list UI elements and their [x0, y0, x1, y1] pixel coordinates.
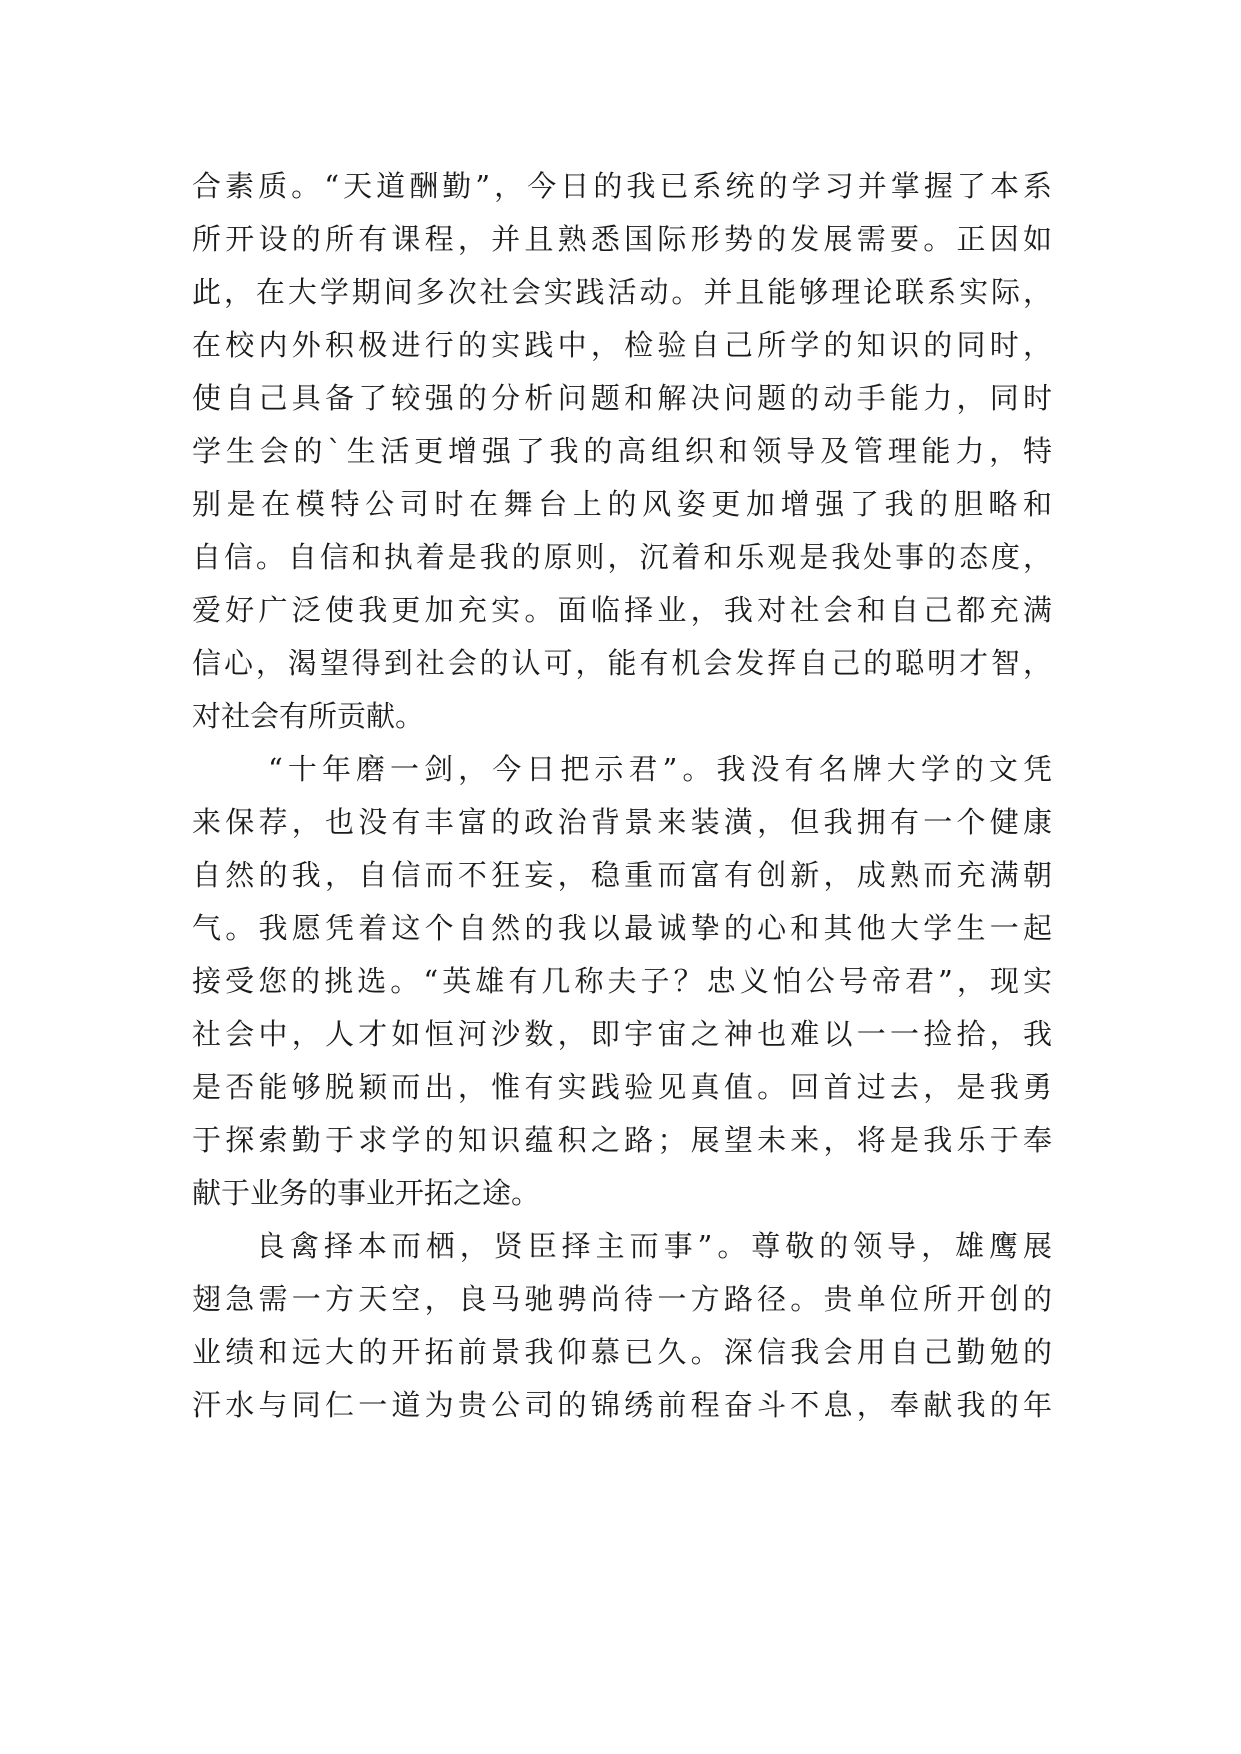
text-line: 良禽择本而栖，贤臣择主而事”。尊敬的领导，雄鹰展 [256, 1229, 1052, 1263]
text-line: 信心，渴望得到社会的认可，能有机会发挥自己的聪明才智， [192, 646, 1052, 680]
text-line: 在校内外积极进行的实践中，检验自己所学的知识的同时， [192, 328, 1052, 362]
text-line: 汗水与同仁一道为贵公司的锦绣前程奋斗不息，奉献我的年 [192, 1388, 1052, 1422]
text-line: 对社会有所贡献。 [192, 699, 425, 733]
text-line: 是否能够脱颖而出，惟有实践验见真值。回首过去，是我勇 [192, 1070, 1052, 1104]
text-line: 学生会的`生活更增强了我的高组织和领导及管理能力，特 [192, 434, 1052, 468]
text-line: “十年磨一剑，今日把示君”。我没有名牌大学的文凭 [268, 752, 1052, 786]
text-line: 社会中，人才如恒河沙数，即宇宙之神也难以一一捡拾，我 [192, 1017, 1052, 1051]
text-line: 气。我愿凭着这个自然的我以最诚挚的心和其他大学生一起 [192, 911, 1052, 945]
text-line: 于探索勤于求学的知识蕴积之路；展望未来，将是我乐于奉 [192, 1123, 1052, 1157]
text-line: 此，在大学期间多次社会实践活动。并且能够理论联系实际， [192, 275, 1052, 309]
text-line: 所开设的所有课程，并且熟悉国际形势的发展需要。正因如 [192, 222, 1052, 256]
body-text [192, 160, 1052, 1432]
text-line: 接受您的挑选。“英雄有几称夫子？忠义怕公号帝君”，现实 [192, 964, 1052, 998]
text-line: 业绩和远大的开拓前景我仰慕已久。深信我会用自己勤勉的 [192, 1335, 1052, 1369]
text-line: 爱好广泛使我更加充实。面临择业，我对社会和自己都充满 [192, 593, 1052, 627]
text-line: 翅急需一方天空，良马驰骋尚待一方路径。贵单位所开创的 [192, 1282, 1052, 1316]
text-line: 献于业务的事业开拓之途。 [192, 1176, 541, 1210]
text-line: 自然的我，自信而不狂妄，稳重而富有创新，成熟而充满朝 [192, 858, 1052, 892]
text-line: 合素质。“天道酬勤”，今日的我已系统的学习并掌握了本系 [192, 169, 1052, 203]
text-line: 来保荐，也没有丰富的政治背景来装潢，但我拥有一个健康 [192, 805, 1052, 839]
text-line: 使自己具备了较强的分析问题和解决问题的动手能力，同时 [192, 381, 1052, 415]
text-line: 别是在模特公司时在舞台上的风姿更加增强了我的胆略和 [192, 487, 1052, 521]
text-line: 自信。自信和执着是我的原则，沉着和乐观是我处事的态度， [192, 540, 1052, 574]
